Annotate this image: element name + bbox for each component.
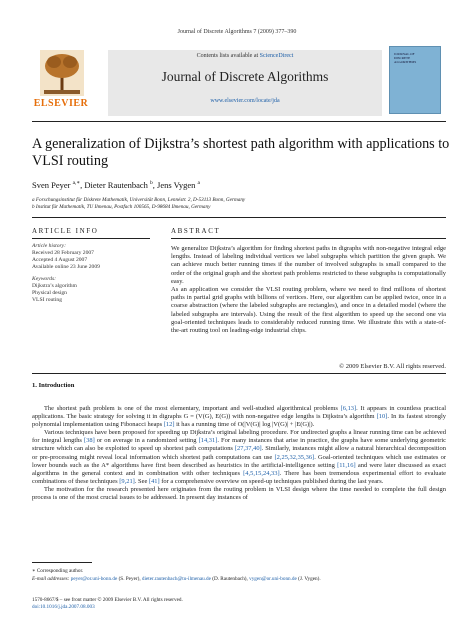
author-marks: b [150,180,153,187]
abstract-heading: ABSTRACT [171,227,221,235]
body-text: or on average in a randomized setting [94,437,199,445]
citation-link[interactable]: [14,31] [198,437,218,445]
body-text: Various techniques have been proposed for speeding up Dijkstra’s original labeling procedure. For undirected graphs a linear running time can be achieved for integral lengths [32,429,446,445]
abstract-paragraph: We generalize Dijkstra’s algorithm for finding shortest paths in digraphs with non-negative integral edge lengths. Instead of labeling individual vertices we label subgraphs which partition the given graph. We can achieve much better running times if the number of involved subgraphs is small compared to the order of the original graph and the shortest path problems restricted to these subgraphs is computationally easy. [171,245,446,285]
body-paragraph [32,429,446,486]
contents-availability: Contents lists available at ScienceDirect [196,53,294,59]
email-owner: (S. Peyer), [117,576,142,582]
history-item: Received 28 February 2007 [32,250,94,256]
elsevier-wordmark: ELSEVIER [33,98,89,109]
email-addresses [32,576,321,582]
divider [32,238,150,239]
history-item: Available online 23 June 2009 [32,264,100,270]
citation-link[interactable]: [9,21] [119,477,135,485]
citation-link[interactable]: [41] [148,477,160,485]
email-link[interactable]: vygen@or.uni-bonn.de [249,576,297,582]
email-owner: (D. Rautenbach), [210,576,250,582]
author-list: Sven Peyer $^{a,∗}$, Dieter Rautenbach $^b$, Jens Vygen $^a$ [32,180,200,190]
divider [32,373,446,374]
elsevier-tree-icon [40,50,84,96]
citation-link[interactable]: [27,37,40] [234,445,262,453]
body-text: . It appears in countless practical applications. The basic strategy for solving it in digraphs G = (V(G), E(G)) with non-negative edge lengths is Dijkstra’s algorithm [32,405,446,421]
author-marks: a [197,180,200,187]
keywords-label: Keywords: [32,276,57,282]
body-paragraph [32,405,446,429]
divider [32,217,446,218]
body-text: . In its fastest strongly polynomial implementation using Fibonacci heaps [32,413,447,429]
article-title: A generalization of Dijkstra’s shortest path algorithm with applications to VLSI routing [32,136,450,169]
email-link[interactable]: dieter.rautenbach@tu-ilmenau.de [141,576,211,582]
copyright: © 2009 Elsevier B.V. All rights reserved. [339,363,446,370]
body-text: for a comprehensive overview on speed-up techniques published during the last years. [159,477,384,485]
issn-line: 1570-8667/$ – see front matter © 2009 Elsevier B.V. All rights reserved. [32,597,183,603]
citation-link[interactable]: [12] [163,421,175,429]
section-heading: 1. Introduction [32,382,75,389]
journal-name: Journal of Discrete Algorithms [161,69,329,84]
corresponding-author-note: ∗ Corresponding author. [32,568,84,574]
author-name[interactable]: Dieter Rautenbach [84,180,148,190]
citation-link[interactable]: [2,25,32,35,36] [274,453,315,461]
affiliation: b Institut für Mathematik, TU Ilmenau, Postfach 100565, D-98684 Ilmenau, Germany [32,204,211,210]
body-text: . See [134,477,149,485]
citation-link[interactable]: [11,16] [337,461,356,469]
body-text: and were later discussed as exact algorithms in the general context and in combination with other techniques [32,461,446,477]
header-divider [32,121,446,122]
body-text: it has a running time of O(|V(G)| log |V(G)| + |E(G)|). [174,421,315,429]
author-marks: a,∗ [72,180,81,187]
journal-banner [108,50,382,116]
keyword: VLSI routing [32,297,62,303]
author-name[interactable]: Jens Vygen [157,180,196,190]
citation-link[interactable]: [38] [84,437,95,445]
footnote-divider [32,562,92,563]
body-text: . Similarly, instances might allow a natural hierarchical decomposition or pre-processing might reveal local information which shortest path computations can use [32,445,446,461]
article-info-heading: ARTICLE INFO [32,227,99,235]
keyword: Physical design [32,290,67,296]
keyword: Dijkstra’s algorithm [32,283,77,289]
introduction-body [32,405,446,502]
journal-running-header: Journal of Discrete Algorithms 7 (2009) 377–390 [177,29,297,35]
article-history-label: Article history: [32,243,67,249]
elsevier-logo [26,50,96,116]
cover-title: JOURNAL OF DISCRETE ALGORITHMS [394,52,417,64]
citation-link[interactable]: [4,5,15,24,33] [243,469,280,477]
body-text: . There has been tremendous experimental effort to evaluate combinations of these techniques [32,469,446,485]
abstract-text [171,245,446,335]
body-paragraph [32,486,446,502]
body-text: The shortest path problem is one of the most elementary, important and well-studied algorithmical problems [44,405,341,412]
email-label: E-mail addresses: [32,576,70,582]
divider [171,238,446,239]
history-item: Accepted 4 August 2007 [32,257,88,263]
front-matter-footer [32,597,183,610]
sciencedirect-link[interactable]: ScienceDirect [259,53,294,59]
journal-cover-image [389,46,441,114]
body-text: . Goal-oriented techniques which use estimates or lower bounds such as the A* algorithms have first been described as heuristics in the artificial-intelligence setting [32,453,446,469]
article-info [32,243,150,304]
body-text: The motivation for the research presented here originates from the routing problem in VLSI design where the time needed to complete the full design process is one of the most crucial issues to be addressed. In present day instances of [32,485,446,502]
email-link[interactable]: peyer@or.uni-bonn.de [70,576,118,582]
citation-link[interactable]: [10] [376,413,388,421]
abstract-paragraph: As an application we consider the VLSI routing problem, where we need to find millions of shortest paths in partial grid graphs with billions of vertices. Here, our algorithm can be applied twice, once in a coarse abstraction (where the labeled subgraphs are rectangles), and once in a detailed model (where the labeled subgraphs are intervals). Using the result of the first algorithm to speed up the second one via goal-oriented techniques leads to considerably reduced running time. We illustrate this with a state-of-the-art routing tool on leading-edge industrial chips. [171,286,446,335]
journal-url-link[interactable]: www.elsevier.com/locate/jda [210,98,280,104]
affiliation: a Forschungsinstitut für Diskrete Mathematik, Universität Bonn, Lennéstr. 2, D-53113 Bonn, Germany [32,197,246,203]
doi-link[interactable]: doi:10.1016/j.jda.2007.08.003 [32,603,95,610]
body-text: . For many instances that arise in practice, the graphs have some underlying geometric structure which can also be exploited to speed up shortest path computations [32,437,446,453]
citation-link[interactable]: [6,13] [340,405,357,412]
email-owner: (J. Vygen). [296,576,321,582]
author-name[interactable]: Sven Peyer [32,180,71,190]
